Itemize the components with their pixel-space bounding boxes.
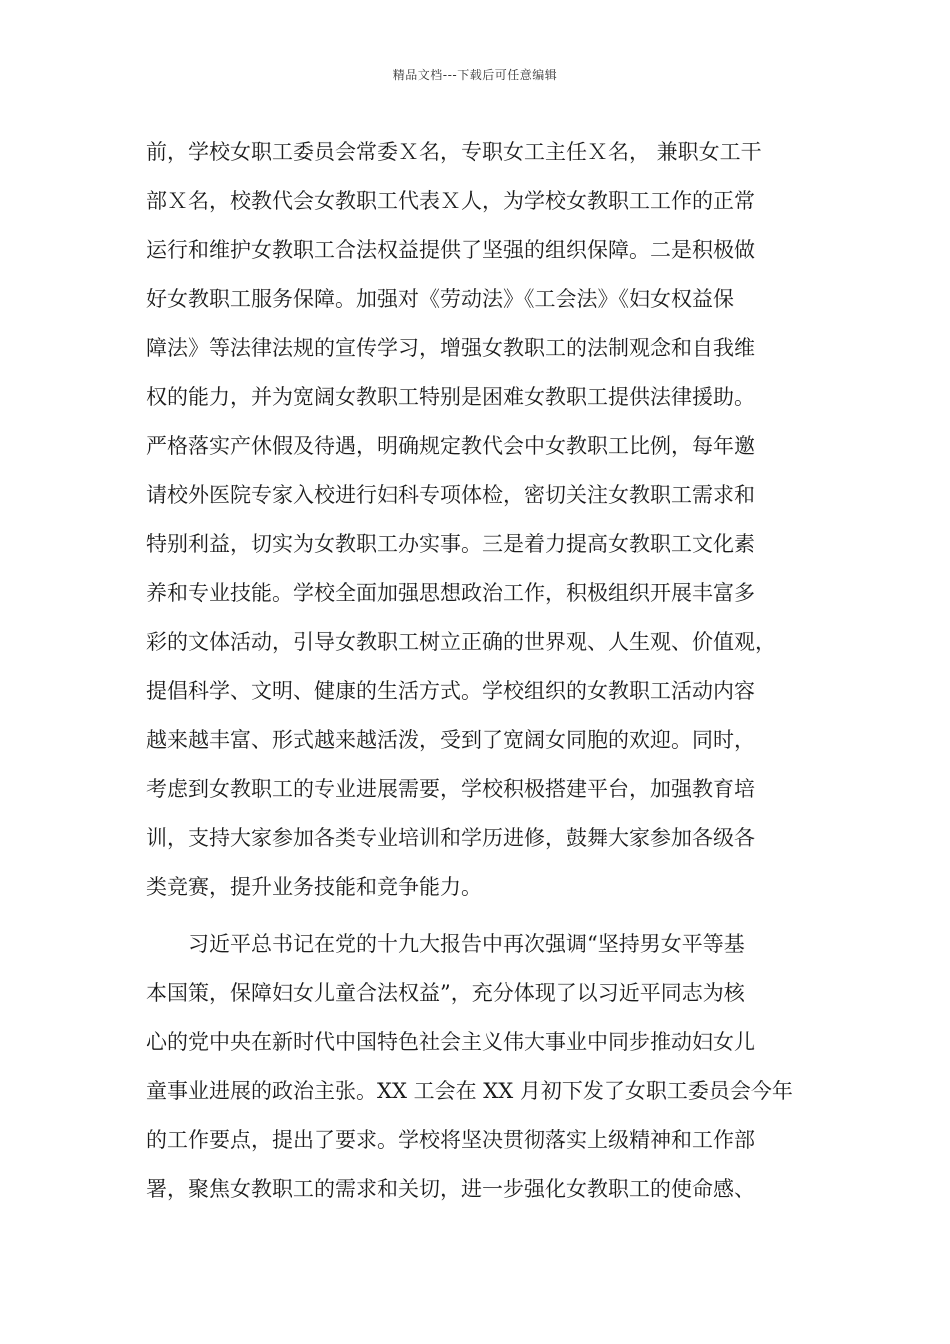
text-line-first-indented: 习近平总书记在党的十九大报告中再次强调“坚持男女平等基 [188, 932, 745, 956]
text-line: 彩的文体活动，引导女教职工树立正确的世界观、人生观、价值观， [146, 630, 776, 654]
text-line: 权的能力，并为宽阔女教职工特别是困难女教职工提供法律援助。 [146, 385, 755, 409]
text-line: 心的党中央在新时代中国特色社会主义伟大事业中同步推动妇女儿 [146, 1030, 755, 1054]
paragraph-2 [146, 920, 826, 1214]
text-line: 前，学校女职工委员会常委Ｘ名，专职女工主任Ｘ名， 兼职女工干 [146, 140, 762, 164]
text-line: 童事业进展的政治主张。XX 工会在 XX 月初下发了女职工委员会今年 [146, 1079, 793, 1103]
text-line: 好女教职工服务保障。加强对《劳动法》《工会法》《妇女权益保 [146, 287, 734, 311]
text-line: 部Ｘ名，校教代会女教职工代表Ｘ人，为学校女教职工工作的正常 [146, 189, 755, 213]
paragraph-spacer [146, 912, 826, 920]
text-line: 类竞赛，提升业务技能和竞争能力。 [146, 875, 482, 899]
paragraph-1 [146, 128, 826, 912]
text-line: 严格落实产休假及待遇，明确规定教代会中女教职工比例，每年邀 [146, 434, 755, 458]
text-line: 署，聚焦女教职工的需求和关切，进一步强化女教职工的使命感、 [146, 1177, 755, 1201]
text-line: 本国策，保障妇女儿童合法权益”，充分体现了以习近平同志为核 [146, 981, 745, 1005]
text-line: 养和专业技能。学校全面加强思想政治工作，积极组织开展丰富多 [146, 581, 755, 605]
text-line: 运行和维护女教职工合法权益提供了坚强的组织保障。二是积极做 [146, 238, 755, 262]
document-body [146, 128, 826, 1214]
text-line: 特别利益，切实为女教职工办实事。三是着力提高女教职工文化素 [146, 532, 755, 556]
page-header: 精品文档---下载后可任意编辑 [392, 68, 558, 82]
text-line: 越来越丰富、形式越来越活泼，受到了宽阔女同胞的欢迎。同时， [146, 728, 755, 752]
text-line: 提倡科学、文明、健康的生活方式。学校组织的女教职工活动内容 [146, 679, 755, 703]
text-line: 考虑到女教职工的专业进展需要，学校积极搭建平台，加强教育培 [146, 777, 755, 801]
text-line: 的工作要点，提出了要求。学校将坚决贯彻落实上级精神和工作部 [146, 1128, 755, 1152]
text-line: 训，支持大家参加各类专业培训和学历进修，鼓舞大家参加各级各 [146, 826, 755, 850]
text-line: 障法》等法律法规的宣传学习，增强女教职工的法制观念和自我维 [146, 336, 755, 360]
text-line: 请校外医院专家入校进行妇科专项体检，密切关注女教职工需求和 [146, 483, 755, 507]
